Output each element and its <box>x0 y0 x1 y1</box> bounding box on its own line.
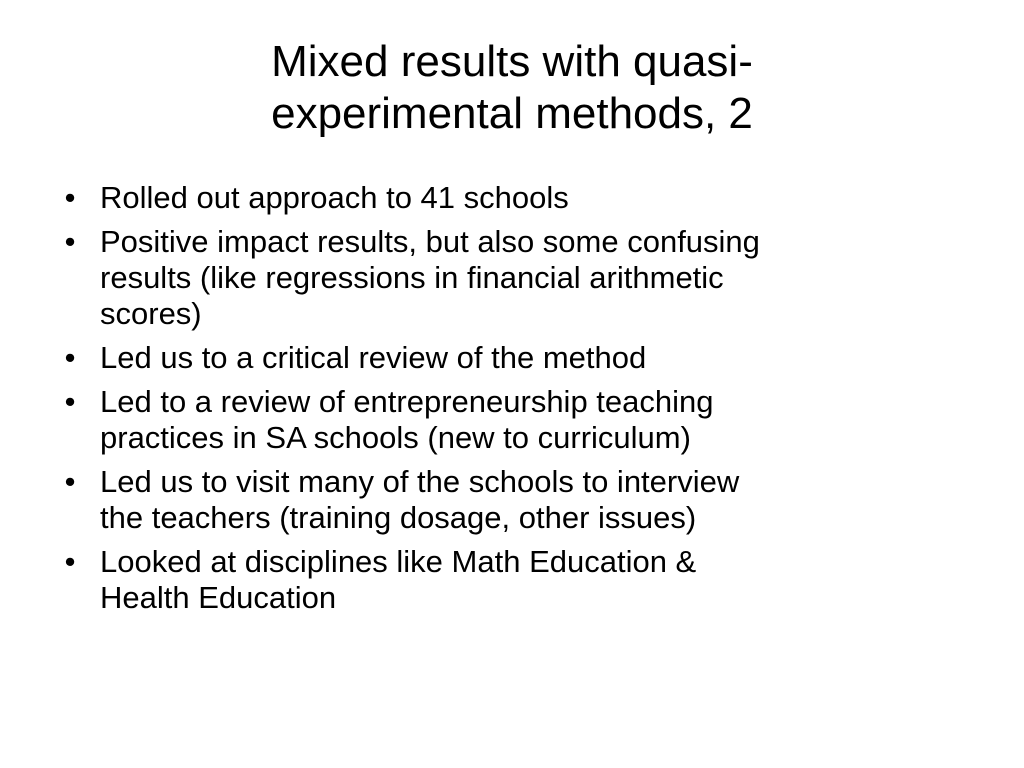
bullet-item-2 <box>56 224 976 332</box>
bullet-item-5 <box>56 464 976 536</box>
bullet-icon: • <box>64 384 76 419</box>
bullet-item-1 <box>56 180 976 216</box>
bullet-icon: • <box>64 464 76 499</box>
bullet-text <box>100 464 976 536</box>
bullet-icon: • <box>64 224 76 259</box>
bullet-line: Led to a review of entrepreneurship teaching <box>100 384 714 419</box>
title-line-1: Mixed results with quasi- <box>271 37 753 86</box>
bullet-icon: • <box>64 180 76 215</box>
bullet-line: the teachers (training dosage, other issues) <box>100 500 697 535</box>
bullet-line: Rolled out approach to 41 schools <box>100 180 569 215</box>
bullet-line: scores) <box>100 296 202 331</box>
bullet-line: results (like regressions in financial arithmetic <box>100 260 724 295</box>
bullet-line: Looked at disciplines like Math Education & <box>100 544 697 579</box>
bullet-item-4 <box>56 384 976 456</box>
bullet-item-3 <box>56 340 976 376</box>
bullet-line: Led us to visit many of the schools to interview <box>100 464 740 499</box>
bullet-line: practices in SA schools (new to curriculum) <box>100 420 691 455</box>
bullet-text <box>100 384 976 456</box>
bullet-text <box>100 224 976 332</box>
slide-title <box>100 36 924 140</box>
bullet-line: Health Education <box>100 580 337 615</box>
bullet-icon: • <box>64 340 76 375</box>
bullet-text <box>100 180 976 216</box>
bullet-line: Positive impact results, but also some confusing <box>100 224 760 259</box>
bullet-text <box>100 544 976 616</box>
bullet-text <box>100 340 976 376</box>
bullet-line: Led us to a critical review of the method <box>100 340 647 375</box>
bullet-item-6 <box>56 544 976 616</box>
title-line-2: experimental methods, 2 <box>271 89 753 138</box>
bullet-icon: • <box>64 544 76 579</box>
bullet-list <box>56 180 976 624</box>
